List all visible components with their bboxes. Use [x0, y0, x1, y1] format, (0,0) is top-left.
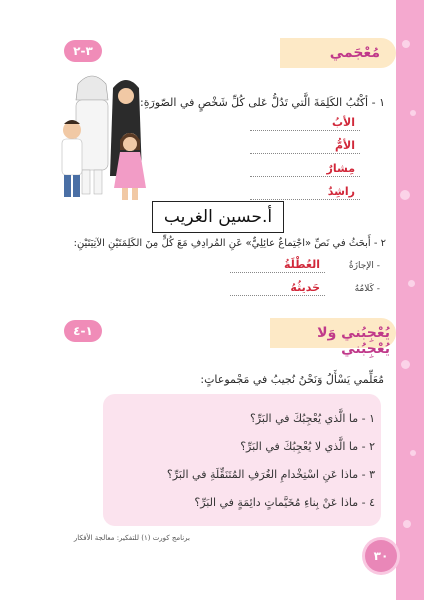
- list-item: ٢ - ما الَّذي لا يُعْجِبُكَ في البَرِّ؟: [240, 440, 375, 453]
- synonym-answer-2: حَديثُهُ: [290, 281, 320, 294]
- list-item: ٤ - ماذا عَنْ بِناءِ مُخَيَّماتٍ دائِمَةٍ في البَرِّ؟: [194, 496, 375, 509]
- synonym-word-2: - كَلامُهُ: [354, 284, 380, 294]
- synonym-word-1: - الإجازَةُ: [348, 261, 380, 271]
- page-number: ٣٠: [365, 540, 397, 572]
- decorative-side-band: [396, 0, 424, 600]
- answer-father: الأبُ: [331, 116, 355, 129]
- question-1-text: ١ - أكْتُبُ الكَلِمَةَ الَّتي تَدُلُّ عَلى كُلِّ شَخْصٍ في الصّورَةِ:: [140, 96, 385, 109]
- group-intro-text: مُعَلِّمي يَسْأَلُ وَنَحْنُ نُجيبُ في مَجْموعاتٍ:: [200, 373, 384, 386]
- answer-line: [250, 176, 360, 177]
- list-item: ٣ - ماذا عَنِ اسْتِخْدامِ الغُرَفِ المُتَنَقِّلَةِ في البَرِّ؟: [166, 468, 375, 481]
- family-illustration: [50, 66, 160, 206]
- synonym-answer-1: العُطْلَةُ: [284, 258, 320, 271]
- section-number-badge: ٣-٢: [64, 40, 102, 62]
- answer-line: [230, 272, 325, 273]
- section-title: يُعْجِبُني وَلا يُعْجِبُني: [317, 325, 390, 357]
- answer-mother: الأمُّ: [334, 139, 355, 152]
- answer-line: [250, 153, 360, 154]
- answer-mishar: مِشارٌ: [326, 162, 355, 175]
- section-title: مُعْجَمي: [329, 45, 380, 61]
- footer-program-text: برنامج كورت (١) للتفكير: معالجة الأفكار: [73, 534, 190, 542]
- answer-rashid: راشِدٌ: [327, 185, 355, 198]
- author-name-box: أ.حسين الغريب: [152, 201, 284, 233]
- answer-line: [230, 295, 325, 296]
- answer-line: [250, 199, 360, 200]
- answer-line: [250, 130, 360, 131]
- section-number-badge: ١-٤: [64, 320, 102, 342]
- question-2-text: ٢ - أَبحَثُ في نَصِّ «اجْتِماعٌ عائِلِيٌّ» عَنِ المُرادِفِ مَعَ كُلٍّ مِنَ الكَلِمَتَيْنِ الآتِيَتَيْنِ:: [73, 238, 386, 249]
- list-item: ١ - ما الَّذي يُعْجِبُكَ في البَرِّ؟: [249, 412, 375, 425]
